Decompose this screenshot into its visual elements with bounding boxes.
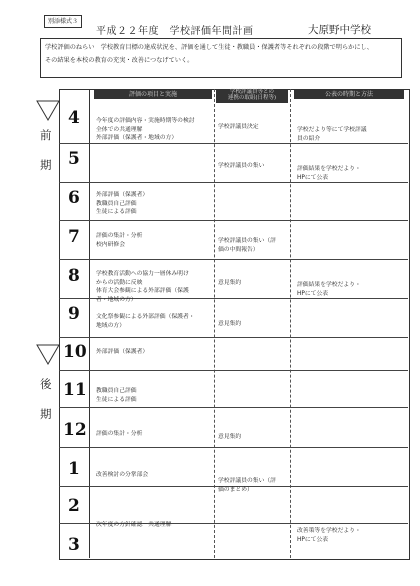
purpose-line: 学校評価のねらい 学校教育目標の達成状況を、評価を通して生徒・教職員・保護者等それぞれの段階で明らかにし、 <box>45 44 373 51</box>
publish-may <box>297 165 361 182</box>
month-6: 6 <box>68 188 80 208</box>
items-december <box>96 430 142 439</box>
publish-text: HPにて公表 <box>297 290 329 297</box>
month-8: 8 <box>68 266 80 286</box>
items-june <box>96 191 148 217</box>
item-text: 学校教育活動への協力一層休み明け <box>96 271 189 277</box>
month-11: 11 <box>63 380 87 400</box>
items-september <box>96 313 195 330</box>
month-9: 9 <box>68 304 80 324</box>
council-september <box>218 320 241 329</box>
council-text: 学校評議員の集い <box>218 163 265 169</box>
publish-text: 改善策等を学校だより・ <box>297 528 361 534</box>
item-text: 教職員自己評価 <box>96 388 137 394</box>
publish-august <box>297 281 361 298</box>
item-text: 改善検討の分掌部会 <box>96 472 149 478</box>
publish-text: 評価結果を学校だより・ <box>297 282 361 288</box>
items-february <box>96 521 171 530</box>
month-3: 3 <box>68 535 80 555</box>
items-october <box>96 348 148 357</box>
header-council-2: 連携の取組(日程等) <box>227 95 277 101</box>
council-may <box>218 162 264 171</box>
item-text: 外部評価（保護者） <box>96 192 149 198</box>
item-text: 次年度の方針確認－共通理解 <box>96 522 172 528</box>
item-text: 生徒による評価 <box>96 209 137 215</box>
first-term-label-2: 期 <box>40 158 52 172</box>
council-text: 価の中間報告） <box>218 246 259 253</box>
council-july <box>218 237 276 254</box>
row-divider <box>59 370 408 371</box>
month-1: 1 <box>68 459 80 479</box>
purpose-line: その結果を本校の教育の充実・改善につなげていく。 <box>45 57 194 64</box>
row-divider <box>59 447 408 448</box>
month-10: 10 <box>63 342 87 362</box>
council-text: 意見集約 <box>218 280 242 286</box>
row-divider <box>59 337 408 338</box>
council-text: 学校評議員の集い（評 <box>218 238 276 244</box>
publish-april <box>297 126 367 143</box>
council-december <box>218 433 241 442</box>
item-text: 体育大会参観による外部評価（保護 <box>96 288 189 294</box>
council-text: 意見集約 <box>218 434 242 440</box>
item-text: 今年度の評価内容・実施時期等の検討 <box>96 118 195 124</box>
item-text: 教職員自己評価 <box>96 200 137 207</box>
row-divider <box>59 220 408 221</box>
month-4: 4 <box>68 108 80 128</box>
item-text: からの活動に反映 <box>96 279 143 286</box>
council-text: 意見集約 <box>218 321 242 327</box>
second-term-triangle <box>36 344 60 366</box>
publish-text: 学校だより等にて学校評議 <box>297 127 367 133</box>
publish-march <box>297 527 361 544</box>
first-term-label-1: 前 <box>40 128 52 142</box>
month-5: 5 <box>68 149 80 169</box>
items-july <box>96 232 142 249</box>
council-april <box>218 123 259 132</box>
month-7: 7 <box>68 227 80 247</box>
publish-text: HPにて公表 <box>297 536 329 543</box>
item-text: 全体での共通理解 <box>96 126 143 133</box>
publish-text: 員の紹介 <box>297 135 321 142</box>
column-divider-dashed <box>290 89 291 558</box>
items-august <box>96 270 189 304</box>
header-items: 評価の項目と実施 <box>128 91 177 98</box>
school-name: 大原野中学校 <box>308 22 371 39</box>
row-divider <box>59 182 408 183</box>
page-title: 平成２２年度 学校評価年間計画 <box>96 26 254 37</box>
column-divider <box>89 89 90 558</box>
publish-text: HPにて公表 <box>297 174 329 181</box>
item-text: 評価の集計・分析 <box>96 233 143 239</box>
items-january <box>96 471 148 480</box>
item-text: 校内研修会 <box>96 241 125 248</box>
council-august <box>218 279 241 288</box>
item-text: 地域の方） <box>96 322 125 329</box>
publish-text: 評価結果を学校だより・ <box>297 166 361 172</box>
council-text: 学校評議員決定 <box>218 124 259 130</box>
item-text: 評価の集計・分析 <box>96 431 143 437</box>
first-term-triangle <box>36 100 60 122</box>
item-text: 文化祭参観による外部評価（保護者・ <box>96 314 195 320</box>
month-2: 2 <box>68 496 80 516</box>
purpose-box <box>40 38 402 78</box>
form-tag: 別添様式３ <box>44 15 82 28</box>
item-text: 生徒による評価 <box>96 396 137 403</box>
column-divider-dashed <box>214 89 215 558</box>
row-divider <box>59 143 408 144</box>
second-term-label-1: 後 <box>40 377 52 391</box>
row-divider <box>59 259 408 260</box>
items-november <box>96 387 137 404</box>
header-publish: 公表の時期と方法 <box>324 91 373 98</box>
item-text: 外部評価（保護者・地域の方） <box>96 135 178 141</box>
header-council-1: 学校評議員等との <box>229 89 274 95</box>
item-text: 外部評価（保護者） <box>96 349 149 355</box>
council-text: 学校評議員の集い（評 <box>218 478 276 484</box>
row-divider <box>59 407 408 408</box>
month-12: 12 <box>63 420 87 440</box>
item-text: 者・地域の方） <box>96 296 137 303</box>
council-january <box>218 477 276 494</box>
second-term-label-2: 期 <box>40 407 52 421</box>
council-text: 価のまとめ） <box>218 486 253 493</box>
items-april <box>96 117 195 143</box>
